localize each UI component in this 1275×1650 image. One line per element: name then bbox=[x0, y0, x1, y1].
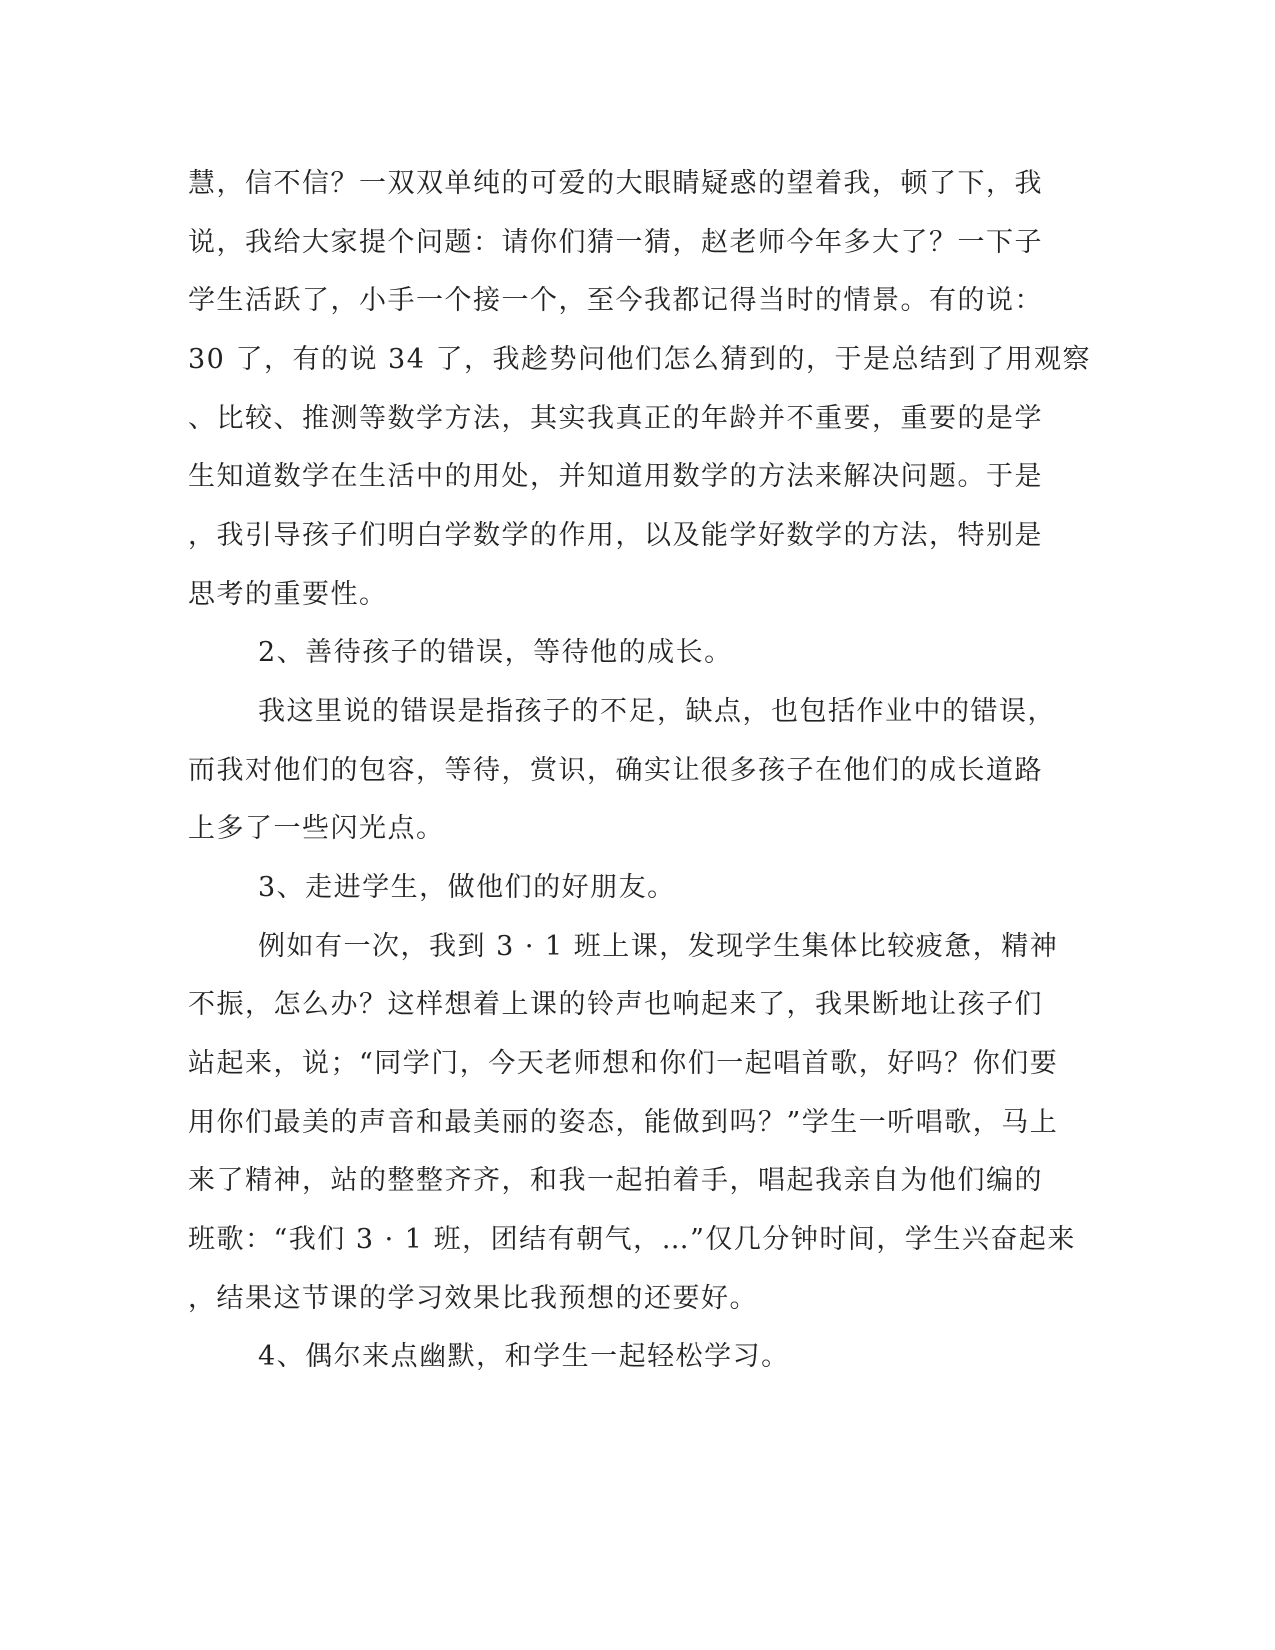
paragraph-line: 来了精神，站的整整齐齐，和我一起拍着手，唱起我亲自为他们编的 bbox=[188, 1165, 1043, 1196]
paragraph-line: 、比较、推测等数学方法，其实我真正的年龄并不重要，重要的是学 bbox=[188, 403, 1043, 434]
section-heading: 4、偶尔来点幽默，和学生一起轻松学习。 bbox=[258, 1341, 790, 1372]
paragraph-line: 30 了，有的说 34 了，我趁势问他们怎么猜到的，于是总结到了用观察 bbox=[188, 344, 1091, 375]
paragraph-line: 思考的重要性。 bbox=[188, 579, 388, 610]
paragraph-line: 而我对他们的包容，等待，赏识，确实让很多孩子在他们的成长道路 bbox=[188, 755, 1043, 786]
paragraph-line: 不振，怎么办？这样想着上课的铃声也响起来了，我果断地让孩子们 bbox=[188, 989, 1043, 1020]
paragraph-line: 慧，信不信？一双双单纯的可爱的大眼睛疑惑的望着我，顿了下，我 bbox=[188, 168, 1043, 199]
paragraph-line: ，我引导孩子们明白学数学的作用，以及能学好数学的方法，特别是 bbox=[188, 520, 1043, 551]
paragraph-line: 上多了一些闪光点。 bbox=[188, 813, 445, 844]
paragraph-line: 生知道数学在生活中的用处，并知道用数学的方法来解决问题。于是 bbox=[188, 461, 1043, 492]
section-heading: 3、走进学生，做他们的好朋友。 bbox=[258, 872, 676, 903]
paragraph-line: 学生活跃了，小手一个接一个，至今我都记得当时的情景。有的说： bbox=[188, 285, 1043, 316]
paragraph-line: ，结果这节课的学习效果比我预想的还要好。 bbox=[188, 1283, 758, 1314]
paragraph-line: 我这里说的错误是指孩子的不足，缺点，也包括作业中的错误， bbox=[258, 696, 1056, 727]
paragraph-line: 例如有一次，我到 3 · 1 班上课，发现学生集体比较疲惫，精神 bbox=[258, 931, 1059, 962]
paragraph-line: 说，我给大家提个问题：请你们猜一猜，赵老师今年多大了？一下子 bbox=[188, 227, 1043, 258]
section-heading: 2、善待孩子的错误，等待他的成长。 bbox=[258, 637, 733, 668]
paragraph-line: 站起来，说；“同学门，今天老师想和你们一起唱首歌，好吗？你们要 bbox=[188, 1048, 1059, 1079]
paragraph-line: 用你们最美的声音和最美丽的姿态，能做到吗？”学生一听唱歌，马上 bbox=[188, 1107, 1059, 1138]
paragraph-line: 班歌：“我们 3 · 1 班，团结有朝气，…”仅几分钟时间，学生兴奋起来 bbox=[188, 1224, 1076, 1255]
